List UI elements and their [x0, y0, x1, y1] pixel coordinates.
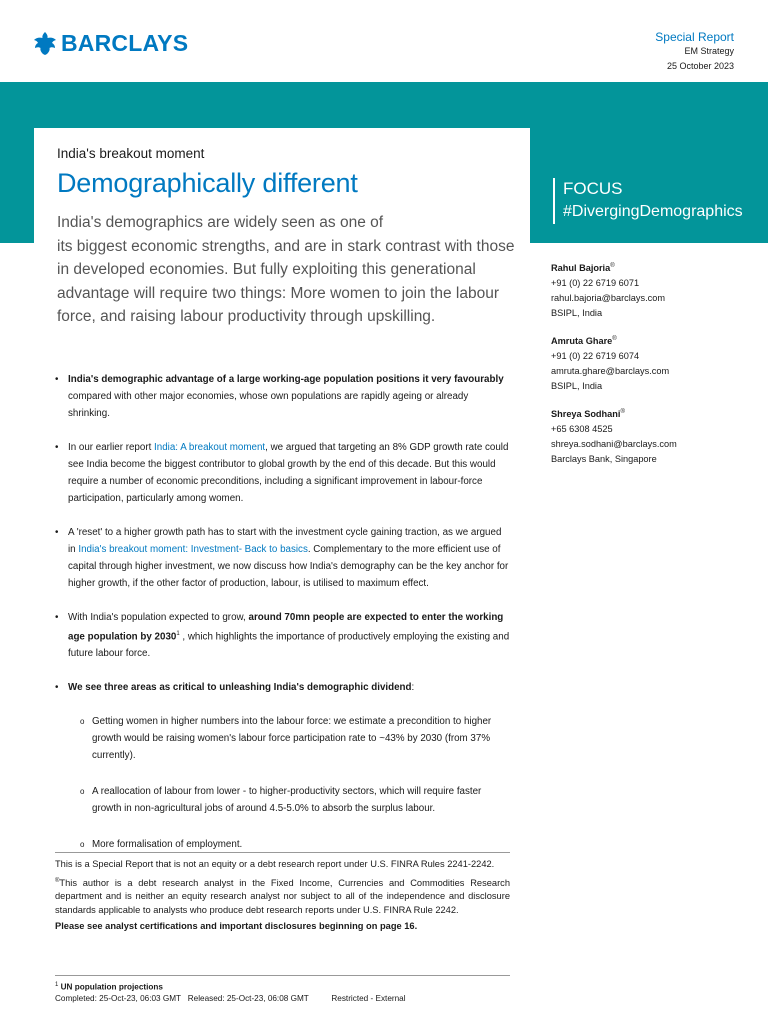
author-phone: +91 (0) 22 6719 6071 — [551, 278, 640, 289]
disclaimer-analyst — [55, 875, 510, 918]
bullet-text: . Complementary to the more efficient use of capital through higher investment, we now discuss how India's demography can be the key anchor for higher growth, if the other factor of production, labour, is utilised to maximum effect. — [68, 544, 509, 589]
list-item — [55, 371, 510, 422]
footnote-number: 1 — [55, 982, 59, 988]
author-phone: +91 (0) 22 6719 6074 — [551, 351, 640, 362]
footnote-ref: 1 — [176, 631, 180, 637]
disclaimer-finra: This is a Special Report that is not an equity or a debt research report under U.S. FINRA Rules 2241-2242. — [55, 859, 495, 869]
sub-list-item — [68, 713, 510, 764]
eagle-icon — [33, 30, 57, 56]
sub-bullet-text: A reallocation of labour from lower - to higher-productivity sectors, which will require faster growth in non-agricultural jobs of around 4.5-5.0% to absorb the surplus labour. — [92, 786, 482, 815]
footnote — [55, 975, 510, 1004]
bullet-text: In our earlier report — [68, 442, 155, 453]
bullet-bold: around 70mn people are expected to enter the working age population by 2030 — [68, 612, 504, 643]
disclaimer-analyst-text: This author is a debt research analyst in the Fixed Income, Currencies and Commodities Research department and is neither an equity research analyst nor subject to all of the independence and disclosure standards applicable to analysts who produce debt research reports under U.S. FINRA Rule 2242. — [55, 877, 510, 915]
article-lede — [57, 211, 517, 329]
bullet-text: With India's population expected to grow, — [68, 612, 249, 623]
sub-bullet-icon: o — [80, 840, 85, 850]
analyst-mark: ® — [55, 877, 60, 884]
footnote-text: UN population projections — [60, 982, 163, 992]
sub-list — [68, 713, 510, 853]
report-type: Special Report — [655, 30, 734, 44]
report-link[interactable]: India's breakout moment: Investment- Back to basics — [78, 544, 308, 555]
sub-bullet-text: Getting women in higher numbers into the labour force: we estimate a precondition to higher growth would be raising women's labour force participation rate to ~43% by 2030 (from 37% currently). — [92, 716, 492, 762]
bullet-icon: • — [55, 612, 59, 623]
list-item — [55, 439, 510, 507]
author-name: Shreya Sodhani — [551, 409, 621, 420]
key-points — [55, 371, 510, 872]
disclaimer — [55, 852, 510, 937]
author-list — [551, 259, 751, 478]
bullet-icon: • — [55, 374, 59, 385]
article-title: Demographically different — [57, 168, 358, 198]
barclays-logo — [33, 28, 188, 58]
focus-box — [553, 178, 743, 224]
author-phone: +65 6308 4525 — [551, 424, 613, 435]
author-name: Amruta Ghare — [551, 336, 613, 347]
certifications-text: Please see analyst certifications and important disclosures beginning on page 16. — [55, 921, 418, 932]
author-org: BSIPL, India — [551, 381, 603, 392]
author-mark: ® — [620, 409, 625, 416]
list-item — [55, 524, 510, 592]
author-mark: ® — [612, 336, 617, 343]
release-status: Completed: 25-Oct-23, 06:03 GMT Released: 25-Oct-23, 06:08 GMT Restricted - External — [55, 993, 406, 1003]
author-email[interactable]: rahul.bajoria@barclays.com — [551, 293, 666, 304]
author-org: Barclays Bank, Singapore — [551, 454, 657, 465]
bullet-text: A 'reset' to a higher growth path has to start with the investment cycle gaining traction, as we argued in — [68, 527, 502, 555]
sub-list-item — [68, 783, 510, 817]
lede-first-line: India's demographics are widely seen as one of — [57, 214, 384, 231]
article-kicker: India's breakout moment — [57, 146, 205, 161]
report-strategy: EM Strategy — [684, 46, 734, 56]
report-link[interactable]: India: A breakout moment — [154, 442, 266, 453]
bullet-text: , which highlights the importance of productively employing the existing and future labour force. — [68, 631, 510, 660]
list-item — [55, 609, 510, 662]
logo-wordmark: BARCLAYS — [61, 29, 189, 56]
author-card — [551, 332, 751, 394]
focus-hashtag: #DivergingDemographics — [563, 203, 743, 220]
report-meta — [655, 30, 734, 74]
author-org: BSIPL, India — [551, 308, 603, 319]
focus-label: FOCUS — [563, 179, 623, 198]
sub-list-item — [68, 836, 510, 853]
list-item — [55, 679, 510, 853]
sub-bullet-text: More formalisation of employment. — [92, 839, 243, 851]
disclaimer-certifications — [55, 920, 510, 934]
bullet-icon: • — [55, 442, 59, 453]
author-email[interactable]: shreya.sodhani@barclays.com — [551, 439, 677, 450]
bullet-icon: • — [55, 682, 59, 694]
sub-bullet-icon: o — [80, 787, 85, 797]
bullet-text: : — [411, 682, 415, 694]
author-mark: ® — [610, 263, 615, 269]
report-date: 25 October 2023 — [666, 61, 734, 71]
sub-bullet-icon: o — [80, 717, 85, 727]
author-email[interactable]: amruta.ghare@barclays.com — [551, 366, 670, 377]
bullet-text: , we argued that targeting an 8% GDP growth rate could see India become the biggest contributor to global growth by the end of this decade. But this would require a number of economic preconditions, including a significant improvement in labour-force participation, particularly among women. — [68, 442, 509, 504]
author-name: Rahul Bajoria — [551, 263, 611, 274]
author-card — [551, 405, 751, 467]
lede-body: its biggest economic strengths, and are in stark contrast with those in developed economies. But fully exploiting this generational advantage will require two things: More women to join the labour force, and raising labour productivity through upskilling. — [57, 237, 515, 325]
bullet-bold: We see three areas as critical to unleashing India's demographic dividend — [68, 682, 412, 694]
author-card — [551, 259, 751, 321]
bullet-bold: India's demographic advantage of a large working-age population positions it very favourably — [68, 374, 504, 385]
bullet-text: compared with other major economies, whose own populations are rapidly ageing or already shrinking. — [68, 391, 469, 419]
footnote-line — [55, 980, 510, 993]
bullet-icon: • — [55, 527, 59, 538]
